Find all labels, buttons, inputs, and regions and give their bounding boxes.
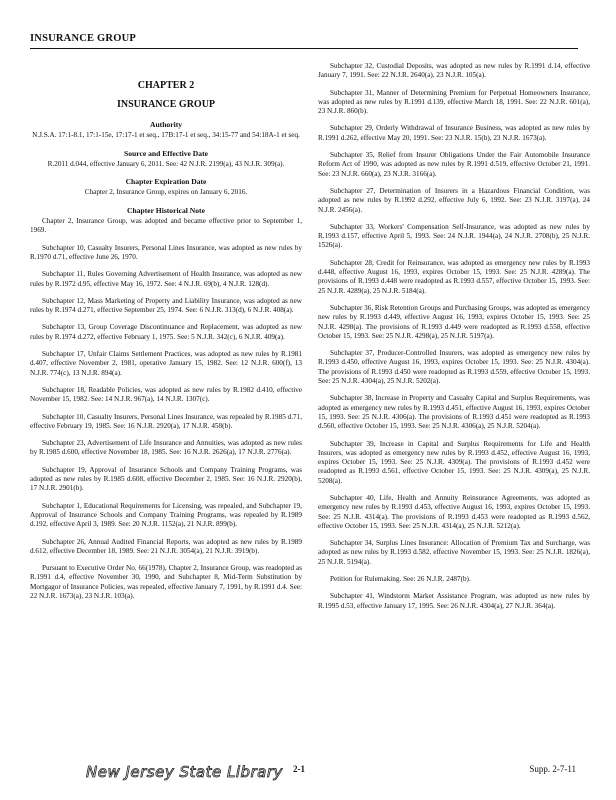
historical-note-paragraph: Petition for Rulemaking. See: 26 N.J.R. 2487(b). — [330, 575, 471, 584]
historical-note-paragraph: Subchapter 28, Credit for Reinsurance, was adopted as emergency new rules by R.1993 d.448, effective August 16, 1993, expires October 15, 1993. See: 25 N.J.R. 4289(a). The provisions of R.1993 d.448 were readopted as R.1993 d.557, effective October 15, 1993. See: 25 N.J.R. 4289(a), 25 N.J.R. 5184(a). — [318, 258, 590, 295]
right-column — [318, 62, 590, 619]
historical-note-right — [318, 62, 590, 611]
page-number: 2-1 — [293, 764, 305, 774]
historical-note-left — [30, 217, 302, 601]
historical-note-paragraph: Subchapter 29, Orderly Withdrawal of Insurance Business, was adopted as new rules by R.1991 d.262, effective May 20, 1991. See: 23 N.J.R. 15(b), 23 N.J.R. 1673(a). — [318, 124, 590, 142]
historical-note-paragraph: Subchapter 18, Readable Policies, was adopted as new rules by R.1982 d.410, effective November 15, 1982. See: 14 N.J.R. 967(a), 14 N.J.R. 1307(c). — [30, 385, 302, 404]
historical-note-paragraph: Subchapter 35, Relief from Insurer Obligations Under the Fair Automobile Insurance Reform Act of 1990, was adopted as new rules by R.1991 d.519, effective October 21, 1991. See: 23 N.J.R. 660(a), 23 N.J.R. 3166(a). — [318, 151, 590, 178]
historical-note-paragraph: Chapter 2, Insurance Group, was adopted and became effective prior to September 1, 1969. — [30, 217, 302, 235]
historical-note-heading: Chapter Historical Note — [127, 205, 205, 215]
historical-note-paragraph: Subchapter 19, Approval of Insurance Schools and Company Training Programs, was adopted as new rules by R.1985 d.608, effective December 2, 1985. See: 16 N.J.R. 2920(b), 17 N.J.R. 2901(b). — [30, 465, 302, 493]
chapter-number: CHAPTER 2 — [137, 80, 195, 91]
library-watermark: New Jersey State Library — [86, 763, 283, 781]
historical-note-paragraph: Subchapter 12, Mass Marketing of Property and Liability Insurance, was adopted as new rules by R.1974 d.271, effective September 25, 1974. See: 6 N.J.R. 313(d), 6 N.J.R. 408(a). — [30, 296, 302, 315]
historical-note-paragraph: Subchapter 27, Determination of Insurers in a Hazardous Financial Condition, was adopted as new rules by R.1992 d.292, effective July 6, 1992. See: 23 N.J.R. 3197(a), 24 N.J.R. 2456(a). — [318, 186, 590, 214]
historical-note-paragraph: Subchapter 36, Risk Retention Groups and Purchasing Groups, was adopted as emergency new rules by R.1993 d.449, effective August 16, 1993, expires October 15, 1993. See: 25 N.J.R. 4298(a). The provisions of R.1993 d.449 were readopted as R.1993 d.558, effective October 15, 1993. See: 25 N.J.R. 4298(a), 25 N.J.R. 5197(a). — [318, 303, 590, 340]
running-head: INSURANCE GROUP — [30, 33, 136, 44]
historical-note-paragraph: Subchapter 38, Increase in Property and Casualty Capital and Surplus Requirements, was adopted as emergency new rules by R.1993 d.451, effective August 16, 1993, expires October 15, 1993. See: 25 N.J.R. 4306(a). The provisions of R.1993 d.451 were readopted as R.1993 d.560, effective October 15, 1993. See: 25 N.J.R. 4306(a), 25 N.J.R. 5204(a). — [318, 394, 590, 431]
historical-note-paragraph: Subchapter 41, Windstorm Market Assistance Program, was adopted as new rules by R.1995 d.53, effective January 17, 1995. See: 26 N.J.R. 4304(a), 27 N.J.R. 364(a). — [318, 592, 590, 610]
header-rule — [30, 48, 578, 49]
historical-note-paragraph: Pursuant to Executive Order No. 66(1978), Chapter 2, Insurance Group, was readopted as R.1991 d.4, effective November 30, 1990, and Subchapter 8, Mid-Term Substitution by Mortgagor of Insurance Policies, was repealed, effective January 7, 1991, by R.1991 d.4. See: 22 N.J.R. 1673(a), 23 N.J.R. 103(a). — [30, 564, 302, 600]
historical-note-paragraph: Subchapter 13, Group Coverage Discontinuance and Replacement, was adopted as new rules by R.1974 d.272, effective February 1, 1975. See: 5 N.J.R. 342(c), 6 N.J.R. 409(a). — [30, 323, 302, 341]
historical-note-paragraph: Subchapter 40, Life, Health and Annuity Reinsurance Agreements, was adopted as emergency new rules by R.1993 d.453, effective August 16, 1993, expires October 15, 1993. See: 25 N.J.R. 4314(a). The provisions of R.1993 d.453 were readopted as R.1993 d.562, effective October 15, 1993. See: 25 N.J.R. 4314(a), 25 N.J.R. 5212(a). — [318, 493, 590, 530]
expiration-text: Chapter 2, Insurance Group, expires on January 6, 2016. — [84, 188, 248, 197]
supplement-date: Supp. 2-7-11 — [529, 764, 576, 774]
expiration-heading: Chapter Expiration Date — [125, 177, 207, 187]
source-heading: Source and Effective Date — [123, 148, 208, 158]
historical-note-paragraph: Subchapter 33, Workers' Compensation Self-Insurance, was adopted as new rules by R.1993 d.157, effective April 5, 1993. See: 24 N.J.R. 1944(a), 24 N.J.R. 2708(b), 25 N.J.R. 1526(a). — [318, 222, 590, 250]
historical-note-paragraph: Subchapter 10, Casualty Insurers, Personal Lines Insurance, was repealed by R.1985 d.71, effective February 19, 1985. See: 16 N.J.R. 2920(a), 17 N.J.R. 458(b). — [30, 412, 302, 430]
historical-note-paragraph: Subchapter 32, Custodial Deposits, was adopted as new rules by R.1991 d.14, effective January 7, 1991. See: 22 N.J.R. 2640(a), 23 N.J.R. 105(a). — [318, 62, 590, 80]
authority-heading: Authority — [149, 120, 183, 129]
source-text: R.2011 d.044, effective January 6, 2011. See: 42 N.J.R. 2199(a), 43 N.J.R. 309(a). — [47, 159, 285, 168]
historical-note-paragraph: Subchapter 37, Producer-Controlled Insurers, was adopted as emergency new rules by R.1993 d.450, effective August 16, 1993, expires October 15, 1993. See: 25 N.J.R. 4304(a). The provisions of R.1993 d.450 were readopted as R.1993 d.559, effective October 15, 1993. See: 25 N.J.R. 4304(a), 25 N.J.R. 5202(a). — [318, 349, 590, 386]
historical-note-paragraph: Subchapter 26, Annual Audited Financial Reports, was adopted as new rules by R.1989 d.612, effective December 18, 1989. See: 21 N.J.R. 3054(a), 21 N.J.R. 3919(b). — [30, 537, 302, 555]
historical-note-paragraph: Subchapter 39, Increase in Capital and Surplus Requirements for Life and Health Insurers, was adopted as emergency new rules by R.1993 d.452, effective August 16, 1993, expires October 15, 1993. See: 25 N.J.R. 4309(a). The provisions of R.1993 d.452 were readopted as R.1993 d.561, effective October 15, 1993. See: 25 N.J.R. 4309(a), 25 N.J.R. 5208(a). — [318, 439, 590, 485]
chapter-name: INSURANCE GROUP — [116, 99, 216, 110]
historical-note-paragraph: Subchapter 1, Educational Requirements for Licensing, was repealed, and Subchapter 19, Approval of Insurance Schools and Company Training Programs, was repealed by R.1989 d.192, effective April 3, 1989. See: 20 N.J.R. 1152(a), 21 N.J.R. 899(b). — [30, 501, 302, 529]
authority-text: N.J.S.A. 17:1-8.1, 17:1-15e, 17:17-1 et seq., 17B:17-1 et seq., 34:15-77 and 54:18A-1 et seq. — [32, 131, 300, 140]
historical-note-paragraph: Subchapter 34, Surplus Lines Insurance: Allocation of Premium Tax and Surcharge, was adopted as new rules by R.1993 d.582, effective November 15, 1993. See: 25 N.J.R. 1826(a), 25 N.J.R. 5194(a). — [318, 539, 590, 566]
historical-note-paragraph: Subchapter 23, Advertisement of Life Insurance and Annuities, was adopted as new rules by R.1985 d.600, effective November 18, 1985. See: 16 N.J.R. 2626(a), 17 N.J.R. 2776(a). — [30, 439, 302, 457]
historical-note-paragraph: Subchapter 17, Unfair Claims Settlement Practices, was adopted as new rules by R.1981 d.407, effective November 2, 1981, operative January 15, 1982. See: 12 N.J.R. 600(f), 13 N.J.R. 774(c), 13 N.J.R. 894(a). — [30, 350, 302, 377]
historical-note-paragraph: Subchapter 31, Manner of Determining Premium for Perpetual Homeowners Insurance, was adopted as new rules by R.1991 d.139, effective March 18, 1991. See: 22 N.J.R. 601(a), 23 N.J.R. 860(b). — [318, 88, 590, 116]
historical-note-paragraph: Subchapter 10, Casualty Insurers, Personal Lines Insurance, was adopted as new rules by R.1970 d.71, effective June 26, 1970. — [30, 243, 302, 261]
left-column — [30, 72, 302, 609]
historical-note-paragraph: Subchapter 11, Rules Governing Advertisement of Health Insurance, was adopted as new rules by R.1972 d.95, effective May 16, 1972. See: 4 N.J.R. 69(b), 4 N.J.R. 128(d). — [30, 270, 302, 288]
